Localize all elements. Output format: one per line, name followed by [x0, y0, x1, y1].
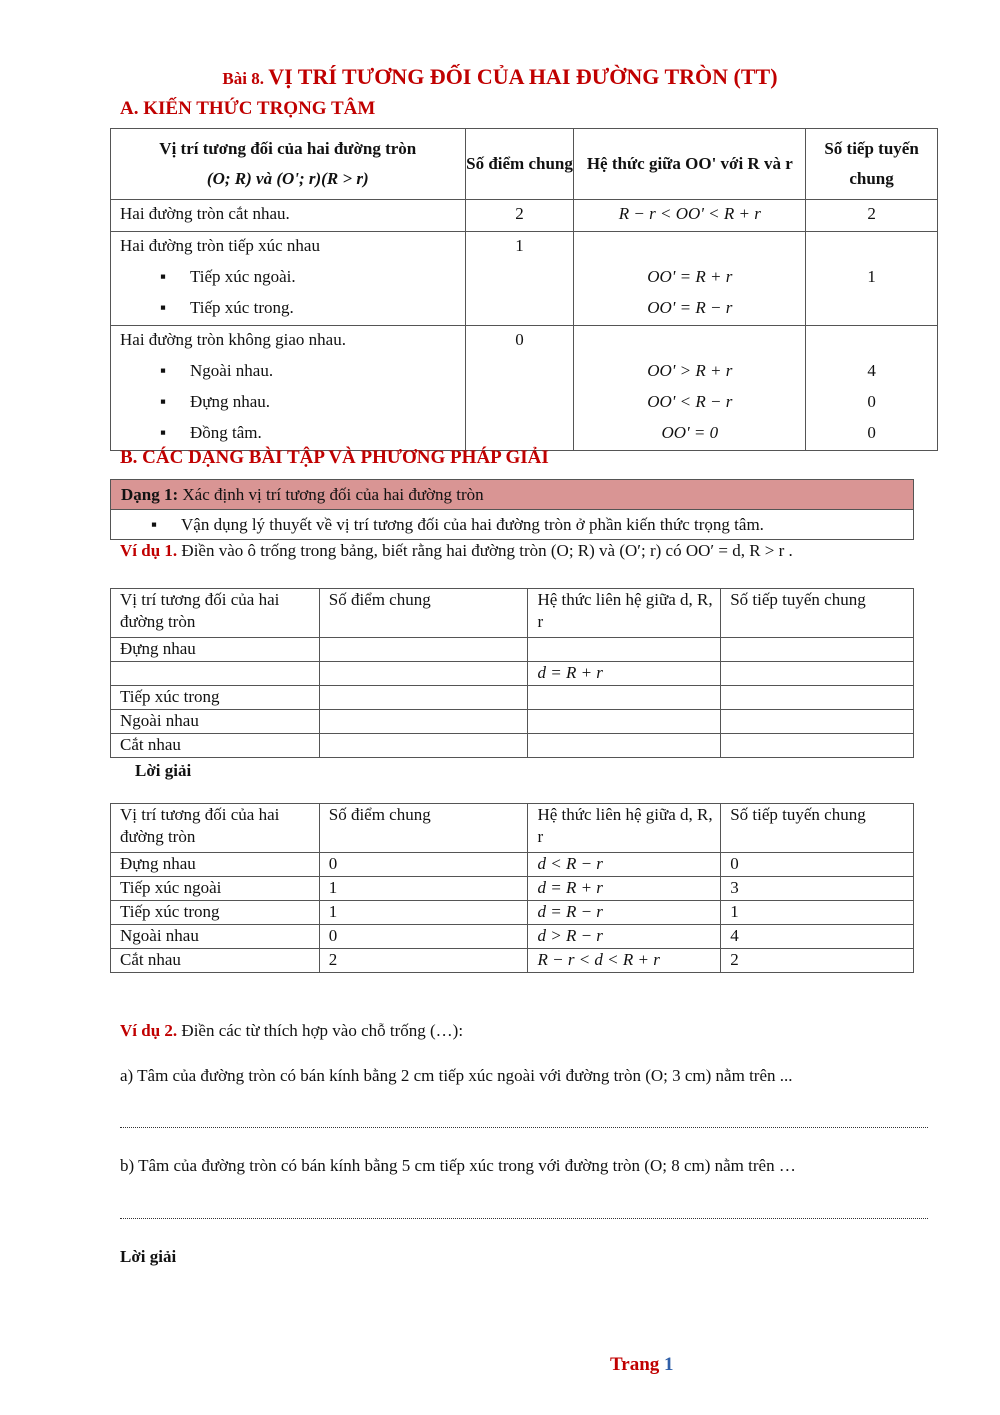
- example-1-solution-table: Vị trí tương đối của hai đường tròn Số điểm chung Hệ thức liên hệ giữa d, R, r Số tiếp tuyến chung Đựng nhau 0 d < R − r 0 Tiếp xúc ngoài 1 d = R + r 3 Tiếp xúc trong 1 d = R − r 1 Ngoài nhau 0 d > R − r 4 Cắt nhau 2 R − r < d < R + r 2: [110, 803, 914, 973]
- header-points: Số điểm chung: [465, 129, 574, 200]
- example-2b: b) Tâm của đường tròn có bán kính bằng 5 cm tiếp xúc trong với đường tròn (O; 8 cm) nằm trên …: [120, 1156, 796, 1175]
- table-row: Hai đường tròn không giao nhau. ▪ Ngoài nhau. ▪ Đựng nhau. ▪ Đồng tâm. 0 OO' > R + r OO' < R − r OO' = 0 4 0 0: [111, 326, 938, 451]
- section-a-heading: A. KIẾN THỨC TRỌNG TÂM: [120, 98, 376, 119]
- example-2: Ví dụ 2. Điền các từ thích hợp vào chỗ trống (…):: [120, 1021, 464, 1040]
- table-header-row: [111, 129, 938, 200]
- example-1: Ví dụ 1. Điền vào ô trống trong bảng, biết rằng hai đường tròn (O; R) và (O′; r) có OO′ = d, R > r .: [120, 541, 793, 560]
- example-2a: a) Tâm của đường tròn có bán kính bằng 2 cm tiếp xúc ngoài với đường tròn (O; 3 cm) nằm trên ...: [120, 1066, 793, 1085]
- dang-1-heading: Dạng 1: Xác định vị trí tương đối của hai đường tròn: [111, 480, 914, 510]
- header-tangents: Số tiếp tuyến chung: [806, 129, 938, 200]
- section-b-heading: B. CÁC DẠNG BÀI TẬP VÀ PHƯƠNG PHÁP GIẢI: [120, 447, 549, 468]
- dang-1-box: [110, 479, 914, 540]
- answer-line-b[interactable]: [120, 1218, 928, 1219]
- table-row: Hai đường tròn tiếp xúc nhau ▪ Tiếp xúc ngoài. ▪ Tiếp xúc trong. 1 OO' = R + r OO' = R − r 1: [111, 232, 938, 326]
- page-footer: Trang 1: [610, 1354, 674, 1375]
- page-title: Bài 8. VỊ TRÍ TƯƠNG ĐỐI CỦA HAI ĐƯỜNG TRÒN (TT): [222, 64, 778, 89]
- header-position: Vị trí tương đối của hai đường tròn (O; R) và (O'; r)(R > r): [111, 129, 466, 200]
- solution-heading: Lời giải: [135, 761, 192, 780]
- relative-position-table: [110, 128, 938, 451]
- answer-line-a[interactable]: [120, 1127, 928, 1128]
- dang-1-bullet: ▪ Vận dụng lý thuyết về vị trí tương đối của hai đường tròn ở phần kiến thức trọng tâm.: [111, 510, 914, 540]
- solution-heading-2: Lời giải: [120, 1247, 177, 1266]
- header-relation: Hệ thức giữa OO' với R và r: [574, 129, 806, 200]
- example-1-table: Vị trí tương đối của hai đường tròn Số điểm chung Hệ thức liên hệ giữa d, R, r Số tiếp tuyến chung Đựng nhau d = R + r Tiếp xúc trong Ngoài nhau Cắt nhau: [110, 588, 914, 758]
- table-row: Hai đường tròn cắt nhau. 2 R − r < OO' < R + r 2: [111, 200, 938, 232]
